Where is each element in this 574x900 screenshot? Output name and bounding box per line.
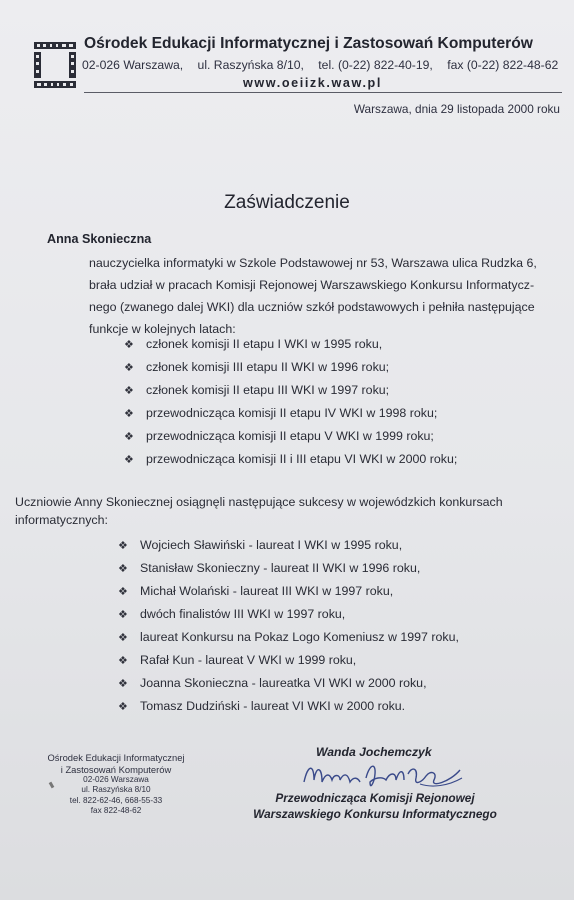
success-intro-line: informatycznych: <box>15 513 108 527</box>
address-phone: tel. (0-22) 822-40-19, <box>318 58 433 72</box>
diamond-bullet-icon: ❖ <box>118 563 128 575</box>
stamp-line: tel. 822-62-46, 668-55-33 <box>69 795 163 805</box>
diamond-bullet-icon: ❖ <box>118 701 128 713</box>
handwritten-signature <box>300 752 470 794</box>
recipient-name: Anna Skonieczna <box>47 232 152 246</box>
document-title: Zaświadczenie <box>224 192 350 213</box>
signatory-title-line: Przewodnicząca Komisji Rejonowej <box>275 791 475 805</box>
diamond-bullet-icon: ❖ <box>124 385 134 397</box>
document-page: Ośrodek Edukacji Informatycznej i Zastosowań Komputerów 02-026 Warszawa, ul. Raszyńska 8/10, tel. (0-22) 822-40-19, fax (0-22) 822-48-62 www.oeiizk.waw.pl Warszawa, dnia 29 listopada 2000 roku Zaświadczenie Anna Skonieczna nauczycielka informatyki w Szkole Podstawowej nr 53, Warszawa ulica Rudzka 6, brała udział w pracach Komisji Rejonowej Warszawskiego Konkursu Informatycz- nego (zwanego dalej WKI) dla uczniów szkół podstawowych i pełniła następujące funkcje w kolejnych latach: ❖ członek komisji II etapu I WKI w 1995 roku, ❖ członek komisji III etapu II WKI w 1996 roku; ❖ członek komisji II etapu III WKI w 1997 roku; ❖ przewodnicząca komisji II etapu IV WKI w 1998 roku; ❖ przewodnicząca komisji II etapu V WKI w 1999 roku; ❖ przewodnicząca komisji II i III etapu VI WKI w 2000 roku; Uczniowie Anny Skoniecznej osiągnęli następujące sukcesy w wojewódzkich konkursach informatycznych: ❖ Wojciech Sławiński - laureat I WKI w 1995 roku, ❖ Stanisław Skonieczny - laureat II WKI w 1996 roku, ❖ Michał Wolański - laureat III WKI w 1997 roku, ❖ dwóch finalistów III WKI w 1997 roku, ❖ laureat Konkursu na Pokaz Logo Komeniusz w 1997 roku, ❖ Rafał Kun - laureat V WKI w 1999 roku, ❖ Joanna Skonieczna - laureatka VI WKI w 2000 roku, ❖ Tomasz Dudziński - laureat VI WKI w 2000 roku. Ośrodek Edukacji Informatycznej i Zastosowań Komputerów 02-026 Warszawa ul. Raszyńska 8/10 tel. 822-62-46, 668-55-33 fax 822-48-62 Wanda Jochemczyk Przewodnicząca Komisji Rejonowej Warszawskiego Konkursu Informatycznego <box>0 0 574 900</box>
oeiizk-logo-icon <box>33 40 77 90</box>
organization-address <box>82 58 569 72</box>
diamond-bullet-icon: ❖ <box>124 362 134 374</box>
diamond-bullet-icon: ❖ <box>118 586 128 598</box>
diamond-bullet-icon: ❖ <box>118 655 128 667</box>
diamond-bullet-icon: ❖ <box>124 408 134 420</box>
stamp-line: Ośrodek Edukacji Informatycznej <box>47 752 185 763</box>
stamp-line: 02-026 Warszawa <box>83 775 149 784</box>
stamp-line: ul. Raszyńska 8/10 <box>81 785 151 795</box>
institution-stamp <box>32 752 200 817</box>
diamond-bullet-icon: ❖ <box>124 431 134 443</box>
success-intro-line: Uczniowie Anny Skoniecznej osiągnęli następujące sukcesy w wojewódzkich konkursach <box>15 495 503 509</box>
stamp-line: fax 822-48-62 <box>90 806 142 816</box>
diamond-bullet-icon: ❖ <box>124 339 134 351</box>
header-divider <box>84 92 562 93</box>
diamond-bullet-icon: ❖ <box>124 454 134 466</box>
address-street: ul. Raszyńska 8/10, <box>197 58 304 72</box>
organization-name: Ośrodek Edukacji Informatycznej i Zastosowań Komputerów <box>84 35 533 52</box>
intro-line: funkcje w kolejnych latach: <box>89 322 236 336</box>
stamp-line: i Zastosowań Komputerów <box>60 763 172 775</box>
organization-website: www.oeiizk.waw.pl <box>243 76 382 90</box>
address-fax: fax (0-22) 822-48-62 <box>447 58 559 72</box>
diamond-bullet-icon: ❖ <box>118 540 128 552</box>
diamond-bullet-icon: ❖ <box>118 609 128 621</box>
address-city: 02-026 Warszawa, <box>82 58 184 72</box>
signatory-title-line: Warszawskiego Konkursu Informatycznego <box>253 807 497 821</box>
diamond-bullet-icon: ❖ <box>118 632 128 644</box>
document-date: Warszawa, dnia 29 listopada 2000 roku <box>353 102 560 116</box>
diamond-bullet-icon: ❖ <box>118 678 128 690</box>
signatory-name: Wanda Jochemczyk <box>316 745 432 759</box>
intro-line: nego (zwanego dalej WKI) dla uczniów szkół podstawowych i pełniła następujące <box>89 300 535 314</box>
intro-line: brała udział w pracach Komisji Rejonowej Warszawskiego Konkursu Informatycz- <box>89 278 535 292</box>
intro-line: nauczycielka informatyki w Szkole Podstawowej nr 53, Warszawa ulica Rudzka 6, <box>89 256 537 270</box>
